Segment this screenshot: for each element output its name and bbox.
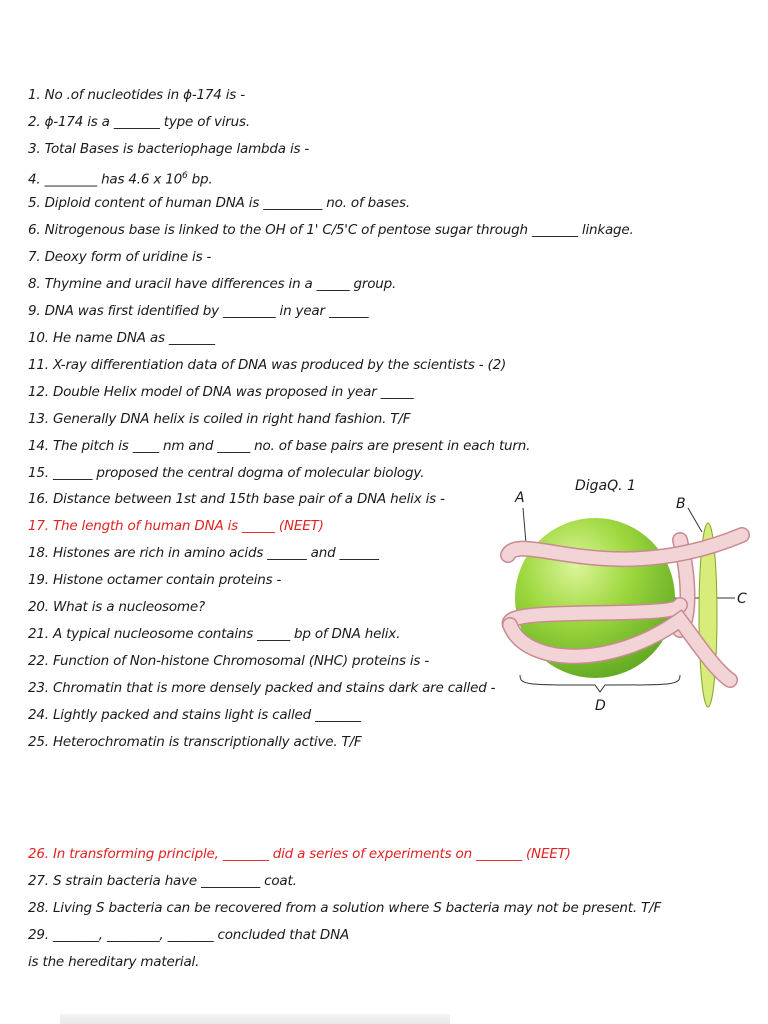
question-5: 5. Diploid content of human DNA is _________ no. of bases. (28, 195, 410, 211)
question-28: 28. Living S bacteria can be recovered from a solution where S bacteria may not be present. T/F (28, 900, 662, 916)
nucleosome-diagram (490, 470, 760, 720)
question-25: 25. Heterochromatin is transcriptionally active. T/F (28, 734, 362, 750)
question-19: 19. Histone octamer contain proteins - (28, 572, 282, 588)
question-12: 12. Double Helix model of DNA was proposed in year _____ (28, 384, 414, 400)
question-29-continued: is the hereditary material. (28, 954, 200, 970)
diagram-title: DigaQ. 1 (575, 478, 636, 494)
pointer-b (688, 508, 702, 532)
question-16: 16. Distance between 1st and 15th base pair of a DNA helix is - (28, 491, 445, 507)
question-15: 15. ______ proposed the central dogma of molecular biology. (28, 465, 425, 481)
label-d: D (595, 698, 606, 714)
label-c: C (737, 591, 747, 607)
label-b: B (676, 496, 686, 512)
question-17: 17. The length of human DNA is _____ (NEET) (28, 518, 324, 534)
exponent: 6 (182, 171, 188, 181)
question-29: 29. _______, ________, _______ concluded that DNA (28, 927, 350, 943)
question-14: 14. The pitch is ____ nm and _____ no. of base pairs are present in each turn. (28, 438, 531, 454)
question-10: 10. He name DNA as _______ (28, 330, 215, 346)
question-9: 9. DNA was first identified by ________ in year ______ (28, 303, 369, 319)
question-27: 27. S strain bacteria have _________ coat. (28, 873, 297, 889)
question-20: 20. What is a nucleosome? (28, 599, 205, 615)
question-7: 7. Deoxy form of uridine is - (28, 249, 212, 265)
question-26: 26. In transforming principle, _______ did a series of experiments on _______ (NEET) (28, 846, 571, 862)
question-8: 8. Thymine and uracil have differences in a _____ group. (28, 276, 397, 292)
question-21: 21. A typical nucleosome contains _____ bp of DNA helix. (28, 626, 401, 642)
question-4: 4. ________ has 4.6 x $10^6$ bp. (28, 171, 213, 188)
question-1: 1. No .of nucleotides in ϕ-174 is - (28, 87, 245, 103)
question-2: 2. ϕ-174 is a _______ type of virus. (28, 114, 250, 130)
question-6: 6. Nitrogenous base is linked to the OH of 1' C/5'C of pentose sugar through _______ linkage. (28, 222, 634, 238)
label-a: A (515, 490, 525, 506)
question-22: 22. Function of Non-histone Chromosomal (NHC) proteins is - (28, 653, 430, 669)
question-24: 24. Lightly packed and stains light is called _______ (28, 707, 361, 723)
page-edge-shadow (60, 1014, 450, 1024)
question-13: 13. Generally DNA helix is coiled in right hand fashion. T/F (28, 411, 411, 427)
question-3: 3. Total Bases is bacteriophage lambda is - (28, 141, 310, 157)
question-18: 18. Histones are rich in amino acids ______ and ______ (28, 545, 379, 561)
question-11: 11. X-ray differentiation data of DNA was produced by the scientists - (2) (28, 357, 507, 373)
question-23: 23. Chromatin that is more densely packed and stains dark are called - (28, 680, 496, 696)
